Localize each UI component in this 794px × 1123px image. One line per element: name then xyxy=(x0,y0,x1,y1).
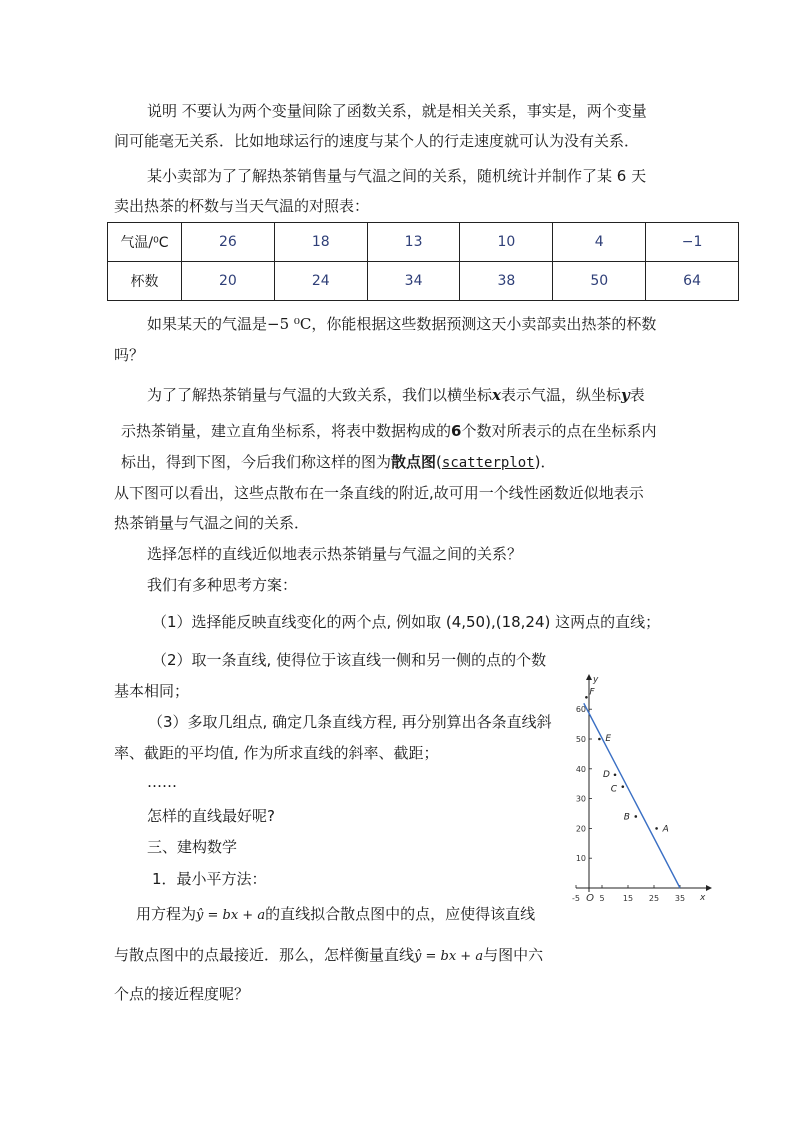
data-point-D xyxy=(614,773,617,776)
question-temp: −5 ⁰C xyxy=(267,315,312,333)
section-heading: 三、建构数学 xyxy=(147,838,238,856)
scatterplot-term: 散点图 xyxy=(391,453,437,471)
y-tick-label: 30 xyxy=(575,794,586,804)
x-tick-label: 15 xyxy=(622,894,634,903)
explain-text: 示热茶销量，建立直角坐标系，将表中数据构成的 xyxy=(121,422,452,440)
ls-text: 的直线拟合散点图中的点，应使得该直线 xyxy=(265,905,536,923)
var-y: y xyxy=(620,386,630,404)
y-axis-label: y xyxy=(593,675,599,685)
table-row-label: 杯数 xyxy=(108,262,182,301)
question-line-1 xyxy=(147,314,656,334)
point-label-F: F xyxy=(589,687,595,698)
paren: ( xyxy=(436,453,442,471)
point-label-B: B xyxy=(623,812,630,823)
data-point-F xyxy=(585,696,588,699)
x-axis-arrow xyxy=(706,885,712,891)
explain-text: 表 xyxy=(629,386,645,404)
regression-line xyxy=(584,703,680,888)
y-axis-arrow xyxy=(586,674,592,680)
choose-line-2: 我们有多种思考方案： xyxy=(147,576,298,594)
ls-line-3: 个点的接近程度呢？ xyxy=(114,985,250,1003)
table-row xyxy=(108,223,739,262)
count-six: 6 xyxy=(451,422,462,440)
temperature-sales-table xyxy=(107,222,739,301)
intro-line-4: 卖出热茶的杯数与当天气温的对照表： xyxy=(114,197,370,215)
question-line-2: 吗？ xyxy=(114,346,145,364)
option-1: （1）选择能反映直线变化的两个点, 例如取 (4,50),(18,24) 这两点的直线； xyxy=(152,613,661,631)
ls-text: 与图中六 xyxy=(483,946,544,964)
x-axis-label: x xyxy=(700,893,706,903)
x-tick-label: 25 xyxy=(648,894,660,903)
explain-line-3 xyxy=(121,452,555,473)
intro-line-1 xyxy=(147,101,647,121)
explain-text: 为了了解热茶销量与气温的大致关系，我们以横坐标 xyxy=(147,386,493,404)
option-3a: （3）多取几组点, 确定几条直线方程, 再分别算出各条直线斜 xyxy=(148,713,552,731)
paren-close: )． xyxy=(534,453,556,471)
question-text-a: 如果某天的气温是 xyxy=(147,315,268,333)
table-cell: 13 xyxy=(367,223,460,262)
data-point-B xyxy=(635,815,638,818)
table-cell: 20 xyxy=(182,262,275,301)
plot-points xyxy=(585,687,669,834)
y-tick-label: 10 xyxy=(575,854,586,864)
regression-equation: ŷ = bx + a xyxy=(196,908,266,923)
explain-line-5: 热茶销量与气温之间的关系． xyxy=(114,514,310,532)
point-label-E: E xyxy=(605,734,612,744)
table-row xyxy=(108,262,739,301)
table-cell: 4 xyxy=(553,223,646,262)
table-cell: 64 xyxy=(646,262,739,301)
note-label: 说明 xyxy=(147,102,178,120)
y-tick-label: 60 xyxy=(575,705,586,715)
option-2a: （2）取一条直线, 使得位于该直线一侧和另一侧的点的个数 xyxy=(152,651,547,669)
best-line-question: 怎样的直线最好呢? xyxy=(147,807,275,825)
y-tick-label: 40 xyxy=(575,764,586,774)
x-tick-label: 35 xyxy=(674,894,686,903)
option-3b: 率、截距的平均值, 作为所求直线的斜率、截距； xyxy=(114,744,439,762)
scatter-plot xyxy=(572,672,712,908)
explain-line-1 xyxy=(147,385,645,405)
intro-line-3: 某小卖部为了了解热茶销售量与气温之间的关系，随机统计并制作了某 6 天 xyxy=(147,167,647,185)
table-cell: −1 xyxy=(646,223,739,262)
explain-text: 个数对所表示的点在坐标系内 xyxy=(461,422,657,440)
scatterplot-english: scatterplot xyxy=(441,455,535,471)
ls-text: 用方程为 xyxy=(136,905,197,923)
data-point-C xyxy=(622,785,625,788)
ls-line-2 xyxy=(114,945,543,967)
explain-text: 表示气温，纵坐标 xyxy=(500,386,621,404)
intro-line-2: 间可能毫无关系．比如地球运行的速度与某个人的行走速度就可认为没有关系． xyxy=(114,132,640,150)
x-tick-label: 5 xyxy=(599,894,605,903)
table-row-label: 气温/⁰C xyxy=(108,223,182,262)
table-cell: 10 xyxy=(460,223,553,262)
data-point-E xyxy=(598,738,601,741)
data-point-A xyxy=(655,827,658,830)
option-2b: 基本相同； xyxy=(114,682,190,700)
table-cell: 38 xyxy=(460,262,553,301)
question-text-c: ，你能根据这些数据预测这天小卖部卖出热茶的杯数 xyxy=(311,315,657,333)
var-x: x xyxy=(492,386,501,404)
choose-line-1: 选择怎样的直线近似地表示热茶销量与气温之间的关系？ xyxy=(147,545,523,563)
table-cell: 24 xyxy=(274,262,367,301)
point-label-A: A xyxy=(662,824,669,835)
ls-text: 与散点图中的点最接近．那么，怎样衡量直线 xyxy=(114,946,415,964)
y-tick-label: 50 xyxy=(575,735,586,744)
explain-line-4: 从下图可以看出，这些点散布在一条直线的附近,故可用一个线性函数近似地表示 xyxy=(114,484,644,502)
table-cell: 34 xyxy=(367,262,460,301)
table-cell: 50 xyxy=(553,262,646,301)
note-text: 不要认为两个变量间除了函数关系，就是相关关系，事实是，两个变量 xyxy=(177,102,647,120)
ls-line-1 xyxy=(136,904,535,926)
plot-axes xyxy=(576,674,712,903)
explain-text: 标出，得到下图，今后我们称这样的图为 xyxy=(121,453,392,471)
table-cell: 26 xyxy=(182,223,275,262)
x-tick-label: -5 xyxy=(572,894,580,903)
plot-fit-line xyxy=(584,703,680,888)
ellipsis: …… xyxy=(147,773,177,791)
explain-line-2 xyxy=(121,421,656,441)
point-label-C: C xyxy=(610,784,618,795)
x-tick-label: O xyxy=(586,893,594,904)
table-cell: 18 xyxy=(274,223,367,262)
point-label-D: D xyxy=(603,769,610,780)
regression-equation: ŷ = bx + a xyxy=(414,949,484,964)
section-subheading: 1．最小平方法： xyxy=(152,870,267,888)
y-tick-label: 20 xyxy=(575,824,586,834)
